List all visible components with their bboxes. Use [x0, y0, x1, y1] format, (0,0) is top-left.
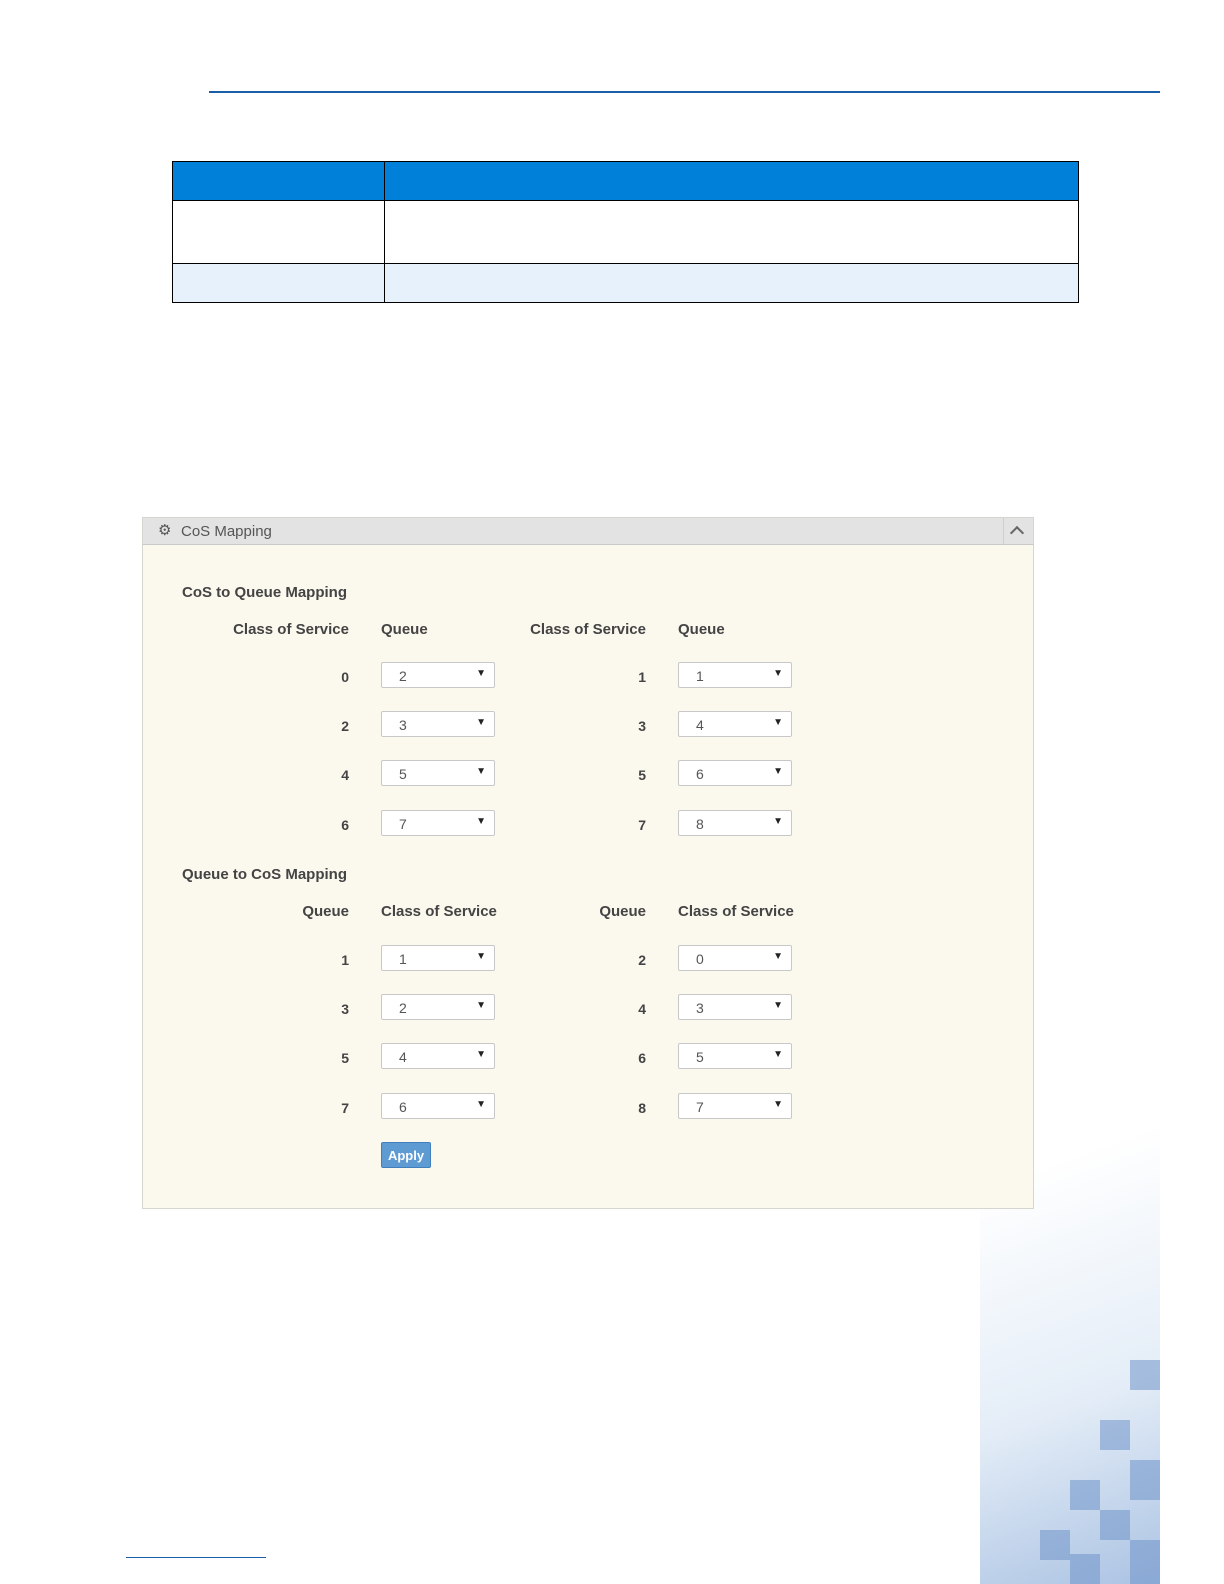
- cos-select[interactable]: [381, 994, 495, 1020]
- queue-select[interactable]: [678, 810, 792, 836]
- caret-down-icon: ▼: [476, 1000, 486, 1011]
- table-cell: [173, 201, 385, 264]
- cos-label: 6: [341, 817, 349, 833]
- cos-select[interactable]: [381, 1043, 495, 1069]
- column-header: Class of Service: [233, 621, 349, 638]
- caret-down-icon: ▼: [476, 1099, 486, 1110]
- panel-header: [143, 518, 1033, 545]
- cos-select[interactable]: [381, 945, 495, 971]
- table-header-row: [173, 162, 1079, 201]
- select-value: 7: [399, 816, 407, 832]
- caret-down-icon: ▼: [773, 668, 783, 679]
- cos-label: 5: [638, 767, 646, 783]
- queue-label: 2: [638, 952, 646, 968]
- queue-select[interactable]: [678, 760, 792, 786]
- caret-down-icon: ▼: [476, 668, 486, 679]
- cos-select[interactable]: [381, 1093, 495, 1119]
- select-value: 6: [696, 766, 704, 782]
- caret-down-icon: ▼: [773, 1000, 783, 1011]
- cos-label: 3: [638, 718, 646, 734]
- queue-label: 7: [341, 1100, 349, 1116]
- select-value: 4: [696, 717, 704, 733]
- select-value: 3: [399, 717, 407, 733]
- caret-down-icon: ▼: [476, 1049, 486, 1060]
- column-header: Queue: [302, 903, 349, 920]
- collapse-button[interactable]: [1003, 518, 1033, 544]
- select-value: 1: [399, 951, 407, 967]
- cos-select[interactable]: [678, 945, 792, 971]
- queue-select[interactable]: [381, 760, 495, 786]
- select-value: 5: [696, 1049, 704, 1065]
- queue-to-cos-title: Queue to CoS Mapping: [182, 866, 347, 883]
- column-header: Queue: [599, 903, 646, 920]
- select-value: 8: [696, 816, 704, 832]
- select-value: 3: [696, 1000, 704, 1016]
- panel-title: CoS Mapping: [181, 523, 272, 540]
- queue-label: 4: [638, 1001, 646, 1017]
- cos-label: 2: [341, 718, 349, 734]
- table-cell: [173, 162, 385, 201]
- caret-down-icon: ▼: [476, 951, 486, 962]
- select-value: 5: [399, 766, 407, 782]
- apply-button[interactable]: Apply: [381, 1142, 431, 1168]
- column-header: Class of Service: [530, 621, 646, 638]
- table-cell: [385, 264, 1079, 303]
- caret-down-icon: ▼: [476, 766, 486, 777]
- queue-select[interactable]: [381, 711, 495, 737]
- column-header: Queue: [381, 621, 428, 638]
- cos-label: 0: [341, 669, 349, 685]
- select-value: 4: [399, 1049, 407, 1065]
- queue-label: 1: [341, 952, 349, 968]
- header-rule: [209, 91, 1160, 93]
- caret-down-icon: ▼: [773, 717, 783, 728]
- cos-mapping-panel: [142, 517, 1034, 1209]
- select-value: 2: [399, 668, 407, 684]
- table-row: [173, 201, 1079, 264]
- gear-icon: ⚙: [158, 522, 172, 539]
- column-header: Class of Service: [678, 903, 794, 920]
- queue-label: 5: [341, 1050, 349, 1066]
- cos-select[interactable]: [678, 994, 792, 1020]
- queue-label: 8: [638, 1100, 646, 1116]
- queue-select[interactable]: [381, 810, 495, 836]
- cos-select[interactable]: [678, 1043, 792, 1069]
- table-row: [173, 264, 1079, 303]
- caret-down-icon: ▼: [773, 766, 783, 777]
- cos-label: 4: [341, 767, 349, 783]
- column-header: Class of Service: [381, 903, 497, 920]
- cos-label: 7: [638, 817, 646, 833]
- select-value: 2: [399, 1000, 407, 1016]
- table-cell: [173, 264, 385, 303]
- queue-select[interactable]: [381, 662, 495, 688]
- select-value: 7: [696, 1099, 704, 1115]
- cos-label: 1: [638, 669, 646, 685]
- caret-down-icon: ▼: [773, 1099, 783, 1110]
- chevron-up-icon: [1010, 526, 1024, 540]
- column-header: Queue: [678, 621, 725, 638]
- cos-to-queue-title: CoS to Queue Mapping: [182, 584, 347, 601]
- caret-down-icon: ▼: [476, 717, 486, 728]
- table-cell: [385, 201, 1079, 264]
- caret-down-icon: ▼: [773, 816, 783, 827]
- queue-select[interactable]: [678, 711, 792, 737]
- description-table: [172, 161, 1079, 303]
- select-value: 0: [696, 951, 704, 967]
- select-value: 1: [696, 668, 704, 684]
- queue-label: 3: [341, 1001, 349, 1017]
- caret-down-icon: ▼: [476, 816, 486, 827]
- caret-down-icon: ▼: [773, 1049, 783, 1060]
- queue-select[interactable]: [678, 662, 792, 688]
- select-value: 6: [399, 1099, 407, 1115]
- cos-select[interactable]: [678, 1093, 792, 1119]
- queue-label: 6: [638, 1050, 646, 1066]
- caret-down-icon: ▼: [773, 951, 783, 962]
- table-cell: [385, 162, 1079, 201]
- footer-link-rule: [126, 1557, 266, 1558]
